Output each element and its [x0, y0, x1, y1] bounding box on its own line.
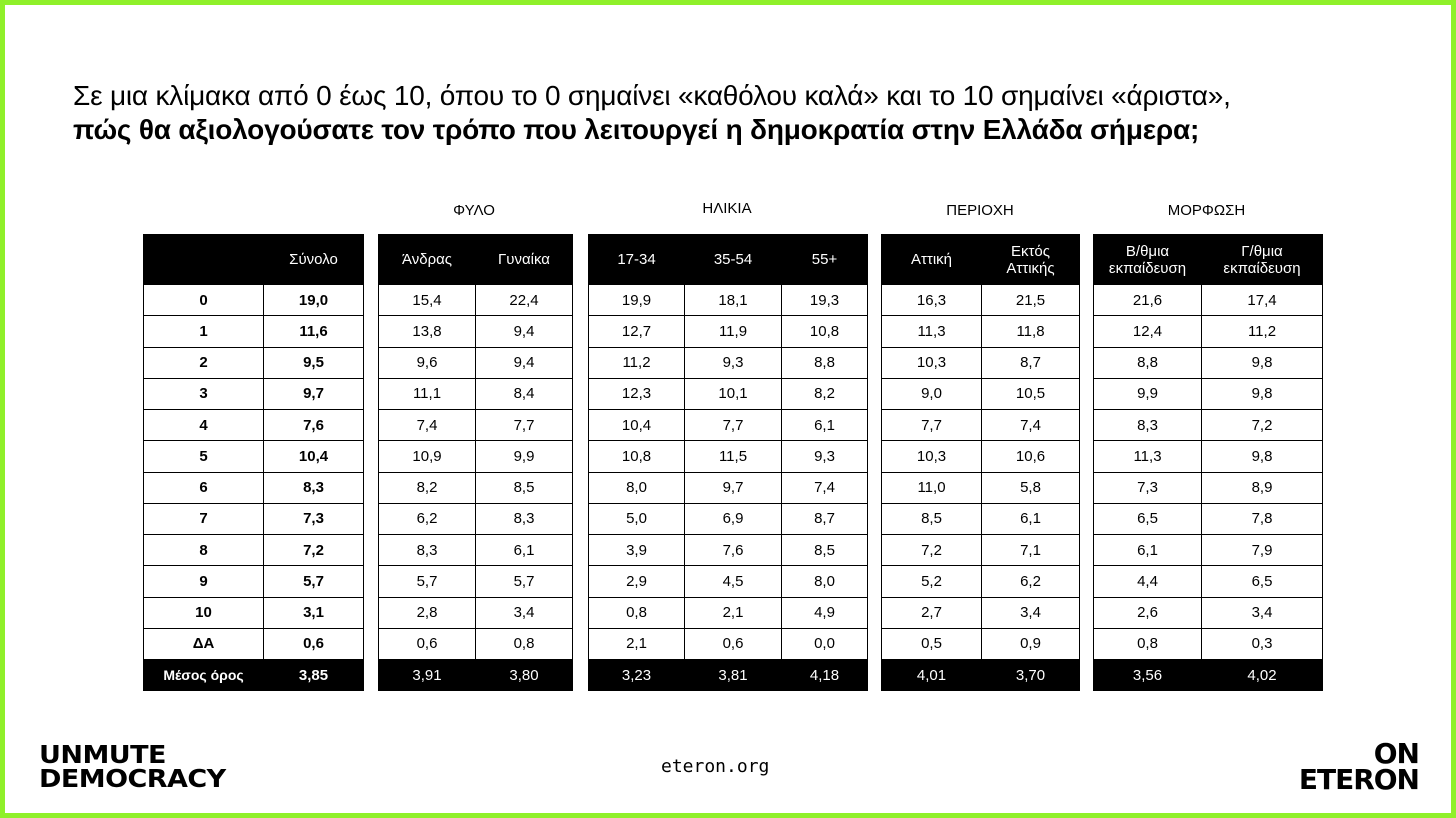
cell-age1: 12,7 [589, 316, 685, 347]
row-label: 3 [144, 378, 264, 409]
cell-tertiary: 7,8 [1202, 503, 1323, 534]
cell-age2: 0,6 [685, 628, 782, 659]
question-text [73, 79, 1413, 147]
table-total [143, 234, 364, 691]
cell-female: 9,9 [476, 441, 573, 472]
table-row [144, 535, 364, 566]
table-row [1094, 347, 1323, 378]
mean-tertiary: 4,02 [1202, 660, 1323, 691]
cell-secondary: 6,5 [1094, 503, 1202, 534]
cell-total: 10,4 [264, 441, 364, 472]
cell-tertiary: 3,4 [1202, 597, 1323, 628]
table-row [1094, 378, 1323, 409]
cell-age1: 8,0 [589, 472, 685, 503]
cell-secondary: 9,9 [1094, 378, 1202, 409]
cell-age3: 8,0 [782, 566, 868, 597]
cell-attica: 2,7 [882, 597, 982, 628]
cell-age2: 6,9 [685, 503, 782, 534]
mean-age2: 3,81 [685, 660, 782, 691]
cell-total: 0,6 [264, 628, 364, 659]
cell-outside-attica: 10,6 [982, 441, 1080, 472]
logo-left-line2: DEMOCRACY [39, 764, 226, 793]
cell-female: 8,5 [476, 472, 573, 503]
table-row [1094, 503, 1323, 534]
table-row [589, 410, 868, 441]
table-row [1094, 566, 1323, 597]
website-link[interactable]: eteron.org [661, 756, 770, 777]
mean-female: 3,80 [476, 660, 573, 691]
cell-age1: 2,1 [589, 628, 685, 659]
cell-age1: 19,9 [589, 285, 685, 316]
cell-age2: 11,5 [685, 441, 782, 472]
mean-secondary: 3,56 [1094, 660, 1202, 691]
cell-male: 6,2 [379, 503, 476, 534]
cell-age2: 9,3 [685, 347, 782, 378]
cell-male: 13,8 [379, 316, 476, 347]
table-row [379, 566, 573, 597]
table-row [379, 472, 573, 503]
tbody-age [589, 285, 868, 660]
table-row [882, 566, 1080, 597]
cell-age3: 4,9 [782, 597, 868, 628]
table-row [1094, 441, 1323, 472]
cell-age3: 0,0 [782, 628, 868, 659]
header-secondary: Β/θμια εκπαίδευση [1094, 235, 1202, 285]
cell-attica: 8,5 [882, 503, 982, 534]
row-label: 10 [144, 597, 264, 628]
table-row [589, 535, 868, 566]
cell-secondary: 2,6 [1094, 597, 1202, 628]
table-row [882, 347, 1080, 378]
cell-total: 5,7 [264, 566, 364, 597]
tbody-total [144, 285, 364, 660]
cell-outside-attica: 10,5 [982, 378, 1080, 409]
cell-female: 8,4 [476, 378, 573, 409]
mean-attica: 4,01 [882, 660, 982, 691]
row-label: 1 [144, 316, 264, 347]
header-tertiary: Γ/θμια εκπαίδευση [1202, 235, 1323, 285]
logo-right-line2: ETERON [1298, 763, 1419, 796]
cell-secondary: 21,6 [1094, 285, 1202, 316]
cell-female: 5,7 [476, 566, 573, 597]
header-attica: Αττική [882, 235, 982, 285]
tbody-region [882, 285, 1080, 660]
cell-outside-attica: 6,2 [982, 566, 1080, 597]
cell-age1: 5,0 [589, 503, 685, 534]
row-label: 7 [144, 503, 264, 534]
cell-age2: 7,7 [685, 410, 782, 441]
mean-label: Μέσος όρος [144, 660, 264, 691]
table-row [589, 472, 868, 503]
cell-age1: 10,4 [589, 410, 685, 441]
cell-female: 7,7 [476, 410, 573, 441]
cell-attica: 11,3 [882, 316, 982, 347]
table-row [379, 503, 573, 534]
cell-attica: 11,0 [882, 472, 982, 503]
cell-male: 10,9 [379, 441, 476, 472]
mean-age1: 3,23 [589, 660, 685, 691]
table-row [589, 441, 868, 472]
row-label: 2 [144, 347, 264, 378]
cell-attica: 10,3 [882, 441, 982, 472]
table-row [882, 378, 1080, 409]
table-age [588, 234, 868, 691]
cell-outside-attica: 7,1 [982, 535, 1080, 566]
cell-male: 8,3 [379, 535, 476, 566]
on-eteron-logo [1298, 737, 1419, 796]
row-label: 8 [144, 535, 264, 566]
cell-secondary: 8,3 [1094, 410, 1202, 441]
table-row [1094, 597, 1323, 628]
cell-tertiary: 9,8 [1202, 378, 1323, 409]
cell-total: 8,3 [264, 472, 364, 503]
cell-age1: 2,9 [589, 566, 685, 597]
cell-outside-attica: 6,1 [982, 503, 1080, 534]
cell-outside-attica: 3,4 [982, 597, 1080, 628]
cell-male: 15,4 [379, 285, 476, 316]
row-label: ΔΑ [144, 628, 264, 659]
cell-female: 9,4 [476, 347, 573, 378]
table-row [589, 503, 868, 534]
cell-secondary: 8,8 [1094, 347, 1202, 378]
cell-male: 8,2 [379, 472, 476, 503]
header-total: Σύνολο [264, 235, 364, 285]
cell-tertiary: 7,9 [1202, 535, 1323, 566]
table-region [881, 234, 1080, 691]
table-row [882, 597, 1080, 628]
table-row [379, 410, 573, 441]
table-row [1094, 316, 1323, 347]
cell-age1: 10,8 [589, 441, 685, 472]
cell-total: 9,5 [264, 347, 364, 378]
table-row [144, 410, 364, 441]
header-male: Άνδρας [379, 235, 476, 285]
cell-age3: 6,1 [782, 410, 868, 441]
header-age-35-54: 35-54 [685, 235, 782, 285]
cell-age3: 19,3 [782, 285, 868, 316]
cell-female: 9,4 [476, 316, 573, 347]
table-row [1094, 285, 1323, 316]
table-row [379, 316, 573, 347]
cell-secondary: 11,3 [1094, 441, 1202, 472]
table-row [882, 628, 1080, 659]
mean-total: 3,85 [264, 660, 364, 691]
cell-total: 7,2 [264, 535, 364, 566]
group-title-ilikia: ΗΛΙΚΙΑ [702, 200, 752, 217]
table-row [882, 316, 1080, 347]
cell-male: 7,4 [379, 410, 476, 441]
header-age-55: 55+ [782, 235, 868, 285]
table-row [882, 285, 1080, 316]
table-row [882, 503, 1080, 534]
table-row [589, 316, 868, 347]
cell-age3: 7,4 [782, 472, 868, 503]
cell-total: 7,3 [264, 503, 364, 534]
table-row [379, 535, 573, 566]
cell-tertiary: 9,8 [1202, 441, 1323, 472]
cell-total: 9,7 [264, 378, 364, 409]
cell-age1: 12,3 [589, 378, 685, 409]
mean-male: 3,91 [379, 660, 476, 691]
cell-female: 22,4 [476, 285, 573, 316]
cell-secondary: 4,4 [1094, 566, 1202, 597]
row-label: 0 [144, 285, 264, 316]
table-row [589, 347, 868, 378]
cell-total: 11,6 [264, 316, 364, 347]
cell-female: 6,1 [476, 535, 573, 566]
unmute-democracy-logo [39, 740, 226, 793]
cell-attica: 5,2 [882, 566, 982, 597]
cell-age1: 3,9 [589, 535, 685, 566]
row-label: 5 [144, 441, 264, 472]
tbody-education [1094, 285, 1323, 660]
cell-female: 0,8 [476, 628, 573, 659]
cell-age2: 10,1 [685, 378, 782, 409]
table-row [144, 378, 364, 409]
table-row [589, 628, 868, 659]
cell-male: 9,6 [379, 347, 476, 378]
table-row [882, 441, 1080, 472]
cell-tertiary: 17,4 [1202, 285, 1323, 316]
table-row [144, 566, 364, 597]
cell-age3: 8,7 [782, 503, 868, 534]
table-row [144, 285, 364, 316]
cell-outside-attica: 21,5 [982, 285, 1080, 316]
cell-outside-attica: 7,4 [982, 410, 1080, 441]
table-row [144, 441, 364, 472]
table-row [379, 597, 573, 628]
cell-tertiary: 7,2 [1202, 410, 1323, 441]
group-title-morfosi: ΜΟΡΦΩΣΗ [1167, 202, 1246, 219]
cell-total: 7,6 [264, 410, 364, 441]
table-row [379, 285, 573, 316]
row-label: 9 [144, 566, 264, 597]
cell-attica: 10,3 [882, 347, 982, 378]
table-gender [378, 234, 573, 691]
cell-attica: 0,5 [882, 628, 982, 659]
table-row [379, 628, 573, 659]
group-title-periochi: ΠΕΡΙΟΧΗ [946, 202, 1014, 219]
cell-attica: 9,0 [882, 378, 982, 409]
table-education [1093, 234, 1323, 691]
table-row [144, 628, 364, 659]
cell-age2: 18,1 [685, 285, 782, 316]
cell-age3: 10,8 [782, 316, 868, 347]
cell-age3: 8,5 [782, 535, 868, 566]
table-row [589, 566, 868, 597]
table-row [589, 597, 868, 628]
cell-attica: 16,3 [882, 285, 982, 316]
table-row [144, 316, 364, 347]
cell-secondary: 7,3 [1094, 472, 1202, 503]
cell-age3: 8,8 [782, 347, 868, 378]
cell-female: 3,4 [476, 597, 573, 628]
mean-outside-attica: 3,70 [982, 660, 1080, 691]
cell-age2: 9,7 [685, 472, 782, 503]
cell-tertiary: 9,8 [1202, 347, 1323, 378]
table-row [379, 347, 573, 378]
logo-right-line1: ON [1373, 737, 1419, 770]
cell-male: 0,6 [379, 628, 476, 659]
cell-age3: 9,3 [782, 441, 868, 472]
table-row [1094, 628, 1323, 659]
group-title-fylo: ΦΥΛΟ [453, 202, 495, 219]
table-row [379, 378, 573, 409]
cell-total: 3,1 [264, 597, 364, 628]
table-row [882, 472, 1080, 503]
cell-outside-attica: 0,9 [982, 628, 1080, 659]
cell-male: 5,7 [379, 566, 476, 597]
table-row [882, 410, 1080, 441]
cell-total: 19,0 [264, 285, 364, 316]
cell-male: 11,1 [379, 378, 476, 409]
cell-male: 2,8 [379, 597, 476, 628]
question-line-2: πώς θα αξιολογούσατε τον τρόπο που λειτουργεί η δημοκρατία στην Ελλάδα σήμερα; [73, 114, 1200, 145]
cell-age1: 0,8 [589, 597, 685, 628]
cell-attica: 7,7 [882, 410, 982, 441]
table-row [379, 441, 573, 472]
table-row [1094, 535, 1323, 566]
tbody-gender [379, 285, 573, 660]
header-female: Γυναίκα [476, 235, 573, 285]
cell-outside-attica: 8,7 [982, 347, 1080, 378]
table-row [1094, 410, 1323, 441]
row-label: 6 [144, 472, 264, 503]
cell-female: 8,3 [476, 503, 573, 534]
cell-age3: 8,2 [782, 378, 868, 409]
table-row [589, 285, 868, 316]
header-age-17-34: 17-34 [589, 235, 685, 285]
cell-tertiary: 6,5 [1202, 566, 1323, 597]
table-row [144, 347, 364, 378]
logo-left-line1: UNMUTE [39, 740, 166, 769]
row-label: 4 [144, 410, 264, 441]
cell-age1: 11,2 [589, 347, 685, 378]
cell-age2: 7,6 [685, 535, 782, 566]
cell-secondary: 6,1 [1094, 535, 1202, 566]
header-empty [144, 235, 264, 285]
table-row [144, 597, 364, 628]
cell-age2: 2,1 [685, 597, 782, 628]
cell-secondary: 0,8 [1094, 628, 1202, 659]
header-outside-attica: Εκτός Αττικής [982, 235, 1080, 285]
mean-age3: 4,18 [782, 660, 868, 691]
table-row [144, 472, 364, 503]
cell-outside-attica: 11,8 [982, 316, 1080, 347]
table-row [144, 503, 364, 534]
cell-age2: 11,9 [685, 316, 782, 347]
table-row [1094, 472, 1323, 503]
cell-secondary: 12,4 [1094, 316, 1202, 347]
table-row [589, 378, 868, 409]
table-row [882, 535, 1080, 566]
cell-outside-attica: 5,8 [982, 472, 1080, 503]
cell-tertiary: 8,9 [1202, 472, 1323, 503]
question-line-1: Σε μια κλίμακα από 0 έως 10, όπου το 0 σημαίνει «καθόλου καλά» και το 10 σημαίνει «άριστα», [73, 80, 1231, 111]
cell-tertiary: 0,3 [1202, 628, 1323, 659]
cell-age2: 4,5 [685, 566, 782, 597]
cell-tertiary: 11,2 [1202, 316, 1323, 347]
cell-attica: 7,2 [882, 535, 982, 566]
